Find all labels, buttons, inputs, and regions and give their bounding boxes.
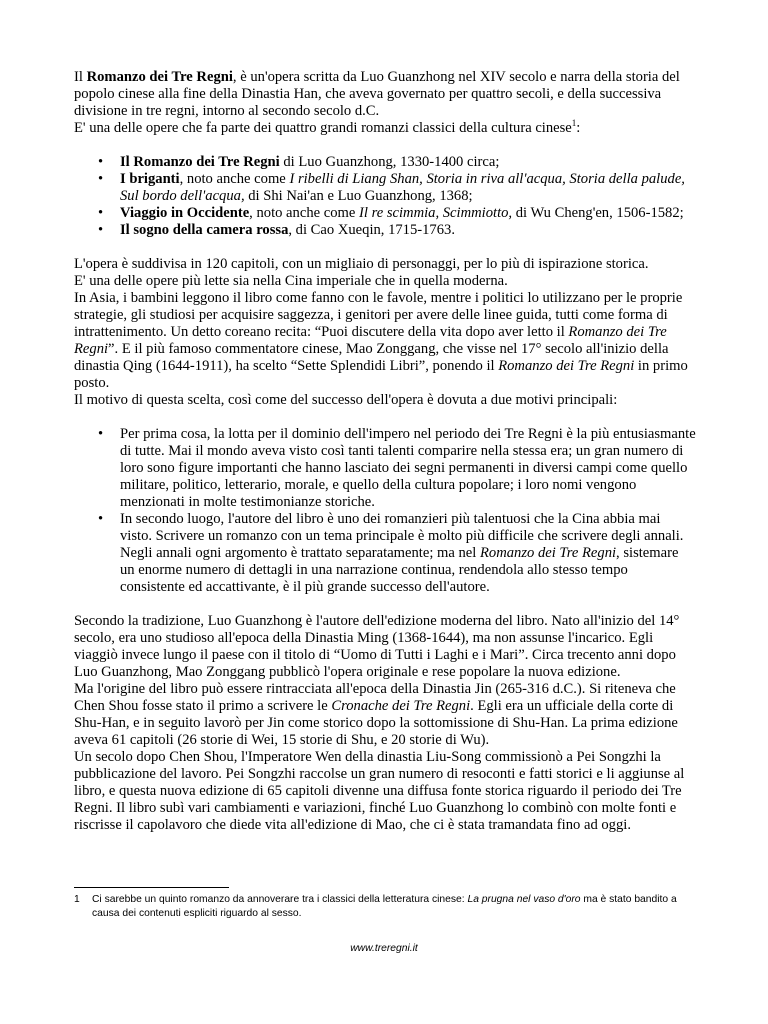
paragraph-popularity: E' una delle opere più lette sia nella Cina imperiale che in quella moderna.: [74, 273, 508, 289]
novel-title: Il sogno della camera rossa: [120, 222, 289, 238]
list-item: [74, 171, 696, 205]
novel-title: Viaggio in Occidente: [120, 205, 250, 221]
footnote-text-b: ma è stato bandito a causa dei contenuti espliciti riguardo al sesso.: [92, 894, 677, 919]
list-item: [74, 205, 696, 222]
paragraph-reasons-intro: Il motivo di questa scelta, così come del successo dell'opera è dovuta a due motivi principali:: [74, 392, 618, 408]
italic-title: Romanzo dei Tre Regni: [74, 324, 667, 357]
italic-title: Romanzo dei Tre Regni: [498, 358, 635, 374]
intro-text: Il: [74, 69, 87, 85]
asia-text-2: ”. E il più famoso commentatore cinese, Mao Zonggang, che visse nel 17° secolo all'inizio della dinastia Qing (1644-1911), ha scelto “Sette Splendidi Libri”, ponendo il: [74, 341, 669, 374]
novel-pre: , noto anche come: [249, 205, 359, 221]
italic-title: Romanzo dei Tre Regni: [479, 545, 617, 561]
reasons-list: [74, 426, 696, 596]
footnote-italic-title: La prugna nel vaso d'oro: [467, 894, 581, 905]
intro-paragraph: [74, 69, 696, 120]
asia-text: In Asia, i bambini leggono il libro come fanno con le favole, mentre i politici lo utilizzano per le proprie strategie, gli studiosi per acquisire saggezza, i genitori per avere delle linee guida, tutti come forma di intrattenimento. Un detto coreano recita: “Puoi discutere della vita dopo aver letto il: [74, 290, 683, 340]
novel-alt-titles: I ribelli di Liang Shan, Storia in riva all'acqua, Storia della palude, Sul bordo dell'acqua,: [120, 171, 685, 204]
italic-title: Cronache dei Tre Regni: [331, 698, 471, 714]
novel-title: I briganti: [120, 171, 180, 187]
list-item: [74, 426, 696, 511]
footnote-text: [74, 893, 696, 921]
novel-author: di Shi Nai'an e Luo Guanzhong, 1368;: [244, 188, 473, 204]
paragraph-chapters: L'opera è suddivisa in 120 capitoli, con un migliaio di personaggi, per lo più di ispirazione storica.: [74, 256, 649, 272]
footnote: [74, 893, 696, 921]
origin-text-rest: . Egli era un ufficiale della corte di Shu-Han, e in seguito lavorò per Jin come storico dopo la sottomissione di Shu-Han. La prima edizione aveva 61 capitoli (26 storie di Wei, 15 storie di Shu, e 20 storie di Wu).: [74, 698, 678, 748]
paragraph-tradition: Secondo la tradizione, Luo Guanzhong è l'autore dell'edizione moderna del libro. Nato all'inizio del 14° secolo, era uno studioso all'epoca della Dinastia Ming (1368-1644), ma non assunse l'incarico. Egli viaggiò invece lungo il paese con il titolo di “Uomo di Tutti i Laghi e i Mari”. Circa trecento anni dopo Luo Guanzhong, Mao Zonggang pubblicò l'opera originale e rese popolare la nuova edizione.: [74, 613, 680, 680]
footnote-number: 1: [74, 894, 80, 905]
novel-pre: , noto anche come: [179, 171, 290, 187]
novel-alt-titles: Il re scimmia, Scimmiotto,: [359, 205, 513, 221]
list-item: [74, 511, 696, 596]
list-item: [74, 154, 696, 171]
classics-colon: :: [576, 120, 581, 136]
footer-url: www.treregni.it: [350, 943, 418, 954]
intro-title-bold: Romanzo dei Tre Regni: [86, 69, 233, 85]
novel-title: Il Romanzo dei Tre Regni: [120, 154, 280, 170]
intro-sentence-classics: [74, 120, 696, 137]
novel-author: di Luo Guanzhong, 1330-1400 circa;: [279, 154, 500, 170]
footnote-reference: 1: [571, 118, 577, 129]
reason-2-text-rest: , sistemare un enorme numero di dettagli in una narrazione continua, rendendola allo stesso tempo consistente ed accattivante, è il più grande successo dell'autore.: [120, 545, 679, 595]
footnote-separator: [74, 887, 229, 888]
reason-2-text: In secondo luogo, l'autore del libro è uno dei romanzieri più talentuosi che la Cina abbia mai visto. Scrivere un romanzo con un tema principale è molto più difficile che scrivere degli annali. Negli annali ogni argomento è trattato separatamente; ma nel: [120, 511, 684, 561]
novels-list: [74, 154, 696, 239]
document-body: [74, 69, 696, 834]
paragraph-asia: [74, 290, 696, 392]
classics-text: E' una delle opere che fa parte dei quattro grandi romanzi classici della cultura cinese: [74, 120, 572, 136]
paragraph-origin: [74, 681, 696, 749]
footnote-text-a: Ci sarebbe un quinto romanzo da annoverare tra i classici della letteratura cinese:: [92, 894, 468, 905]
novel-author: , di Cao Xueqin, 1715-1763.: [288, 222, 455, 238]
asia-text-3: in primo posto.: [74, 358, 688, 391]
paragraph-pei-songzhi: Un secolo dopo Chen Shou, l'Imperatore Wen della dinastia Liu-Song commissionò a Pei Songzhi la pubblicazione del lavoro. Pei Songzhi raccolse un gran numero di resoconti e fatti storici e li aggiunse al libro, e questa nuova edizione di 65 capitoli divenne una diffusa fonte storica riguardo il periodo dei Tre Regni. Il libro subì vari cambiamenti e variazioni, finché Luo Guanzhong lo combinò con molte fonti e riscrisse il capolavoro che diede vita all'edizione di Mao, che ci è stata tramandata fino ad oggi.: [74, 749, 685, 833]
list-item: [74, 222, 696, 239]
intro-text-rest: , è un'opera scritta da Luo Guanzhong nel XIV secolo e narra della storia del popolo cinese alla fine della Dinastia Han, che aveva governato per quattro secoli, e della successiva divisione in tre regni, intorno al secondo secolo d.C.: [74, 69, 680, 119]
novel-author: di Wu Cheng'en, 1506-1582;: [512, 205, 684, 221]
origin-text: Ma l'origine del libro può essere rintracciata all'epoca della Dinastia Jin (265-316 d.C.). Si riteneva che Chen Shou fosse stato il primo a scrivere le: [74, 681, 676, 714]
reason-1-text: Per prima cosa, la lotta per il dominio dell'impero nel periodo dei Tre Regni è la più entusiasmante di tutte. Mai il mondo aveva visto così tanti talenti comparire nella stessa era; un gran numero di loro sono figure importanti che hanno lasciato dei segni permanenti in diversi campi come quello militare, politico, letterario, morale, e quello della cultura popolare; i loro nomi vengono menzionati in molte testimonianze storiche.: [120, 426, 696, 510]
